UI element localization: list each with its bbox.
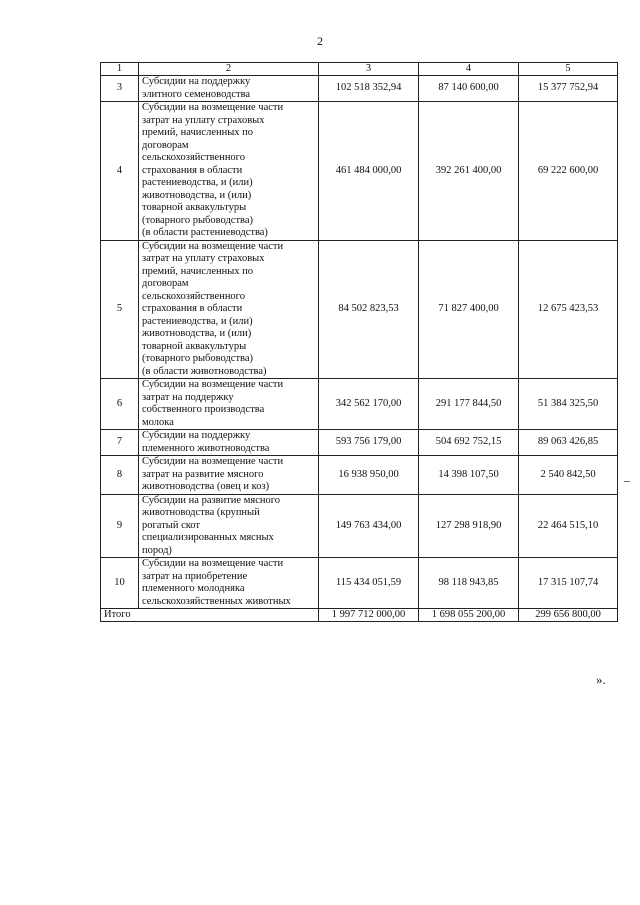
table-row — [101, 430, 618, 456]
table-header-row — [101, 63, 618, 76]
row-description: Субсидии на поддержку племенного животноводства — [139, 430, 319, 456]
row-value-col5: 69 222 600,00 — [519, 102, 618, 241]
row-value-col4: 87 140 600,00 — [419, 76, 519, 102]
row-value-col5: 51 384 325,50 — [519, 379, 618, 430]
table-row — [101, 76, 618, 102]
column-header-3: 3 — [319, 63, 419, 76]
row-value-col3: 84 502 823,53 — [319, 240, 419, 379]
row-description: Субсидии на возмещение части затрат на поддержку собственного производства молока — [139, 379, 319, 430]
total-value-col5: 299 656 800,00 — [519, 609, 618, 622]
subsidy-table — [100, 62, 618, 622]
row-value-col3: 16 938 950,00 — [319, 456, 419, 495]
column-header-2: 2 — [139, 63, 319, 76]
row-value-col4: 71 827 400,00 — [419, 240, 519, 379]
row-number: 3 — [101, 76, 139, 102]
row-number: 8 — [101, 456, 139, 495]
row-number: 6 — [101, 379, 139, 430]
row-number: 10 — [101, 558, 139, 609]
table-row — [101, 558, 618, 609]
row-value-col3: 342 562 170,00 — [319, 379, 419, 430]
row-value-col5: 22 464 515,10 — [519, 494, 618, 558]
total-value-col4: 1 698 055 200,00 — [419, 609, 519, 622]
row-description: Субсидии на возмещение части затрат на уплату страховых премий, начисленных по договорам сельскохозяйственного страхования в области растениеводства, и (или) животноводства, и (или) товарной аквакультуры (товарного рыбоводства) (в области животноводства) — [139, 240, 319, 379]
row-value-col4: 98 118 943,85 — [419, 558, 519, 609]
row-value-col4: 392 261 400,00 — [419, 102, 519, 241]
total-value-col3: 1 997 712 000,00 — [319, 609, 419, 622]
row-value-col4: 127 298 918,90 — [419, 494, 519, 558]
row-number: 7 — [101, 430, 139, 456]
row-value-col4: 14 398 107,50 — [419, 456, 519, 495]
column-header-5: 5 — [519, 63, 618, 76]
row-value-col5: 17 315 107,74 — [519, 558, 618, 609]
margin-mark: – — [624, 473, 630, 487]
row-description: Субсидии на развитие мясного животноводства (крупный рогатый скот специализированных мясных пород) — [139, 494, 319, 558]
page-number: 2 — [317, 34, 323, 48]
table-row — [101, 456, 618, 495]
row-number: 5 — [101, 240, 139, 379]
row-value-col4: 291 177 844,50 — [419, 379, 519, 430]
row-value-col3: 461 484 000,00 — [319, 102, 419, 241]
table-row — [101, 240, 618, 379]
row-value-col3: 115 434 051,59 — [319, 558, 419, 609]
row-value-col5: 15 377 752,94 — [519, 76, 618, 102]
row-description: Субсидии на возмещение части затрат на развитие мясного животноводства (овец и коз) — [139, 456, 319, 495]
row-description: Субсидии на возмещение части затрат на уплату страховых премий, начисленных по договорам сельскохозяйственного страхования в области растениеводства, и (или) животноводства, и (или) товарной аквакультуры (товарного рыбоводства) (в области растениеводства) — [139, 102, 319, 241]
row-description: Субсидии на возмещение части затрат на приобретение племенного молодняка сельскохозяйственных животных — [139, 558, 319, 609]
closing-quote-mark: ». — [596, 672, 606, 687]
column-header-4: 4 — [419, 63, 519, 76]
table-row — [101, 102, 618, 241]
row-value-col3: 593 756 179,00 — [319, 430, 419, 456]
row-value-col5: 2 540 842,50 — [519, 456, 618, 495]
row-number: 9 — [101, 494, 139, 558]
table-row — [101, 379, 618, 430]
row-value-col3: 149 763 434,00 — [319, 494, 419, 558]
row-description: Субсидии на поддержку элитного семеноводства — [139, 76, 319, 102]
table-row — [101, 494, 618, 558]
row-value-col5: 89 063 426,85 — [519, 430, 618, 456]
column-header-1: 1 — [101, 63, 139, 76]
table-total-row — [101, 609, 618, 622]
row-value-col4: 504 692 752,15 — [419, 430, 519, 456]
row-number: 4 — [101, 102, 139, 241]
total-label: Итого — [101, 609, 319, 622]
row-value-col3: 102 518 352,94 — [319, 76, 419, 102]
row-value-col5: 12 675 423,53 — [519, 240, 618, 379]
